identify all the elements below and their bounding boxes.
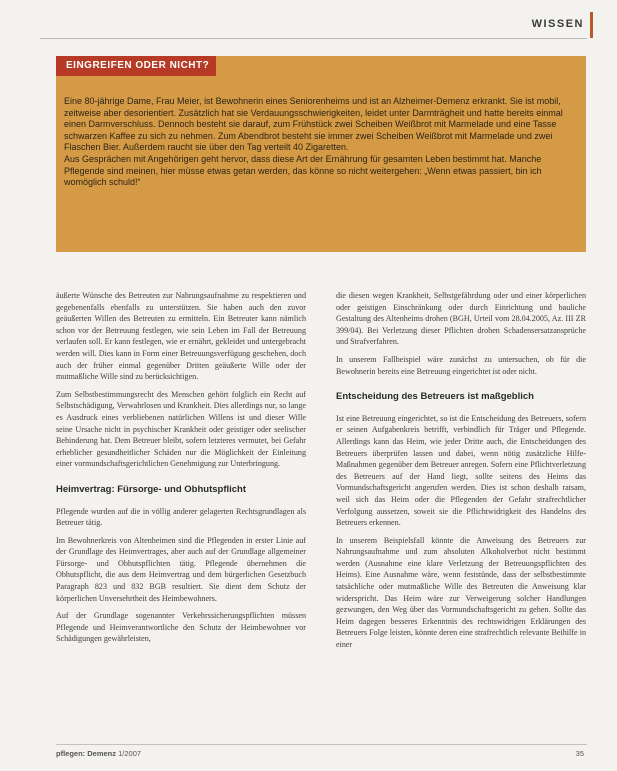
subheading-entscheidung: Entscheidung des Betreuers ist maßgeblich xyxy=(336,391,534,403)
page-number: 35 xyxy=(575,749,584,758)
top-divider xyxy=(40,38,587,39)
case-paragraph-1: Eine 80-jährige Dame, Frau Meier, ist Bewohnerin eines Seniorenheims und ist an Alzheimer-Demenz erkrankt. Sie ist mobil, zeitweise aber desorientiert. Zusätzlich hat sie Verdauungsschwierigkeiten, leidet unter Darmträgheit und hatte bereits einmal einen Darmverschluss. Dennoch besteht sie darauf, zum Frühstück zwei Scheiben Weißbrot mit Marmelade und eine Tasse schwarzen Kaffee zu sich zu nehmen. Zum Abendbrot besteht sie immer zwei Scheiben Weißbrot mit Marmelade und zwei Flaschen Bier. Außerdem raucht sie über den Tag verteilt 40 Zigaretten. xyxy=(64,96,563,153)
case-box-title: EINGREIFEN ODER NICHT? xyxy=(56,56,216,76)
left-paragraph: Zum Selbstbestimmungsrecht des Menschen gehört folglich ein Recht auf Selbstschädigung, Verwahrlosen und Krankheit. Dies allerdings nur, so lange es Ausdruck eines verbliebenen natürlichen Willens ist und dieser Wille seine Ursache nicht in psychischer Krankheit oder geistiger oder seelischer Behinderung hat. Dem Betreuer bleibt, sofern letzteres vermutet, bei Gefahr erheblicher gesundheitlicher Schäden nur die Möglichkeit der Einleitung einer vormundschaftsgerichtlichen Genehmigung zur Unterbringung. xyxy=(56,389,306,469)
case-example-box xyxy=(56,56,586,252)
case-box-text xyxy=(64,96,574,189)
section-label: WISSEN xyxy=(531,18,584,30)
right-paragraph: Ist eine Betreuung eingerichtet, so ist die Entscheidung des Betreuers, sofern er seinen Aufgabenkreis betrifft, verbindlich für Träger und Pflegende. Allerdings kann das Heim, wie jeder Dritte auch, die Entscheidungen des Betreuers überprüfen lassen und dabei, wenn nötig zusätzliche Hilfe-Maßnahmen gegenüber dem Betreuer anregen. Sofern eine Pflichtverletzung des Betreuers auf der Hand liegt, sollte seitens des Heims das Vormundschaftsgericht angerufen werden. Dies ist schon deshalb ratsam, weil sich das Heim oder die Pflegenden der Gefahr strafrechtlicher Verfolgung aussetzen, soweit sie die Pflichtwidrigkeit des Handelns des Betreuers erkennen. xyxy=(336,413,586,528)
right-column xyxy=(336,290,586,657)
left-paragraph: äußerte Wünsche des Betreuten zur Nahrungsaufnahme zu respektieren und gegebenenfalls ebenfalls zu unterstützen. Sie haben auch den zuvor geäußerten Willen des Betreuten zu ermitteln. Ein Betreuter kann nämlich schon vor der Betreuung festlegen, wie sein Leben im Fall der Betreuung verlaufen soll. Er kann festlegen, wie er ernährt, gekleidet und untergebracht werden will. Dies kann in Form einer Betreuungsverfügung geschehen, doch auch der früher einmal gegenüber Dritten geäußerte Wille oder der mutmaßliche Wille sind zu berücksichtigen. xyxy=(56,291,306,382)
journal-name: pflegen: Demenz xyxy=(56,749,117,758)
footer-divider xyxy=(56,744,587,745)
case-paragraph-2: Aus Gesprächen mit Angehörigen geht hervor, dass diese Art der Ernährung für gesamten Leben bestimmt hat. Manche Pflegende sind meinen, hier müsse etwas getan werden, das könne so nicht weitergehen: „Wenn etwas passiert, bin ich womöglich schuld!“ xyxy=(64,153,542,188)
section-accent-bar xyxy=(590,12,593,38)
footer-journal xyxy=(56,749,141,758)
left-paragraph: Pflegende wurden auf die in völlig anderer gelagerten Rechtsgrundlagen als Betreuer tätig. xyxy=(56,506,306,528)
right-paragraph: die diesen wegen Krankheit, Selbstgefährdung oder und einer körperlichen oder geistigen Einschränkung oder durch Einrichtung und bauliche Gestaltung des Altenheims drohen (BGH, Urteil vom 28.04.2005, Az. III ZR 399/04). Bei Verletzung dieser Pflichten drohen Schadensersatzansprüche und Strafverfahren. xyxy=(336,291,586,347)
right-paragraph: In unserem Beispielsfall könnte die Anweisung des Betreuers zur Nahrungsaufnahme und zum absoluten Alkoholverbot nicht bestimmt werden (Ausnahme eine klare Verletzung der Betreuungspflichten des Heims). Eine Ausnahme wäre, wenn feststünde, dass der selbstbestimmte tatsächliche oder mutmaßliche Wille des Betreuten die Anweisung klar widerspricht. Das Heim wäre zur Verweigerung solcher Handlungen gezwungen, den Weg über das Vormundschaftsgericht zu gehen. Sollte das Heim dagegen besseres Erkenntnis des rechtswidrigen Erklärungen des Betreuers Folge leisten, könnte deren eine strafrechtlich relevante Beihilfe in einer xyxy=(336,535,586,650)
left-column xyxy=(56,290,306,651)
left-paragraph: Auf der Grundlage sogenannter Verkehrssicherungspflichten müssen Pflegende und Heimverantwortliche den Schutz der Heimbewohner vor Schädigungen gewährleisten, xyxy=(56,611,306,644)
left-paragraph: Im Bewohnerkreis von Altenheimen sind die Pflegenden in erster Linie auf der Grundlage des Heimvertrages, aber auch auf der Grundlage allgemeiner Fürsorge- und Obhutspflichten tätig. Pflegende übernehmen die Obhutspflicht, die aus dem Heimvertrag und dem bürgerlichen Gesetzbuch Paragraph 823 und 832 BGB resultiert. Sie dient dem Schutz der körperlichen Unversehrtheit des Heimbewohners. xyxy=(56,535,306,603)
right-paragraph: In unserem Fallbeispiel wäre zunächst zu untersuchen, ob für die Bewohnerin bereits eine Betreuung eingerichtet ist oder nicht. xyxy=(336,354,586,376)
journal-issue: 1/2007 xyxy=(118,749,142,758)
subheading-heimvertrag: Heimvertrag: Fürsorge- und Obhutspflicht xyxy=(56,483,247,495)
